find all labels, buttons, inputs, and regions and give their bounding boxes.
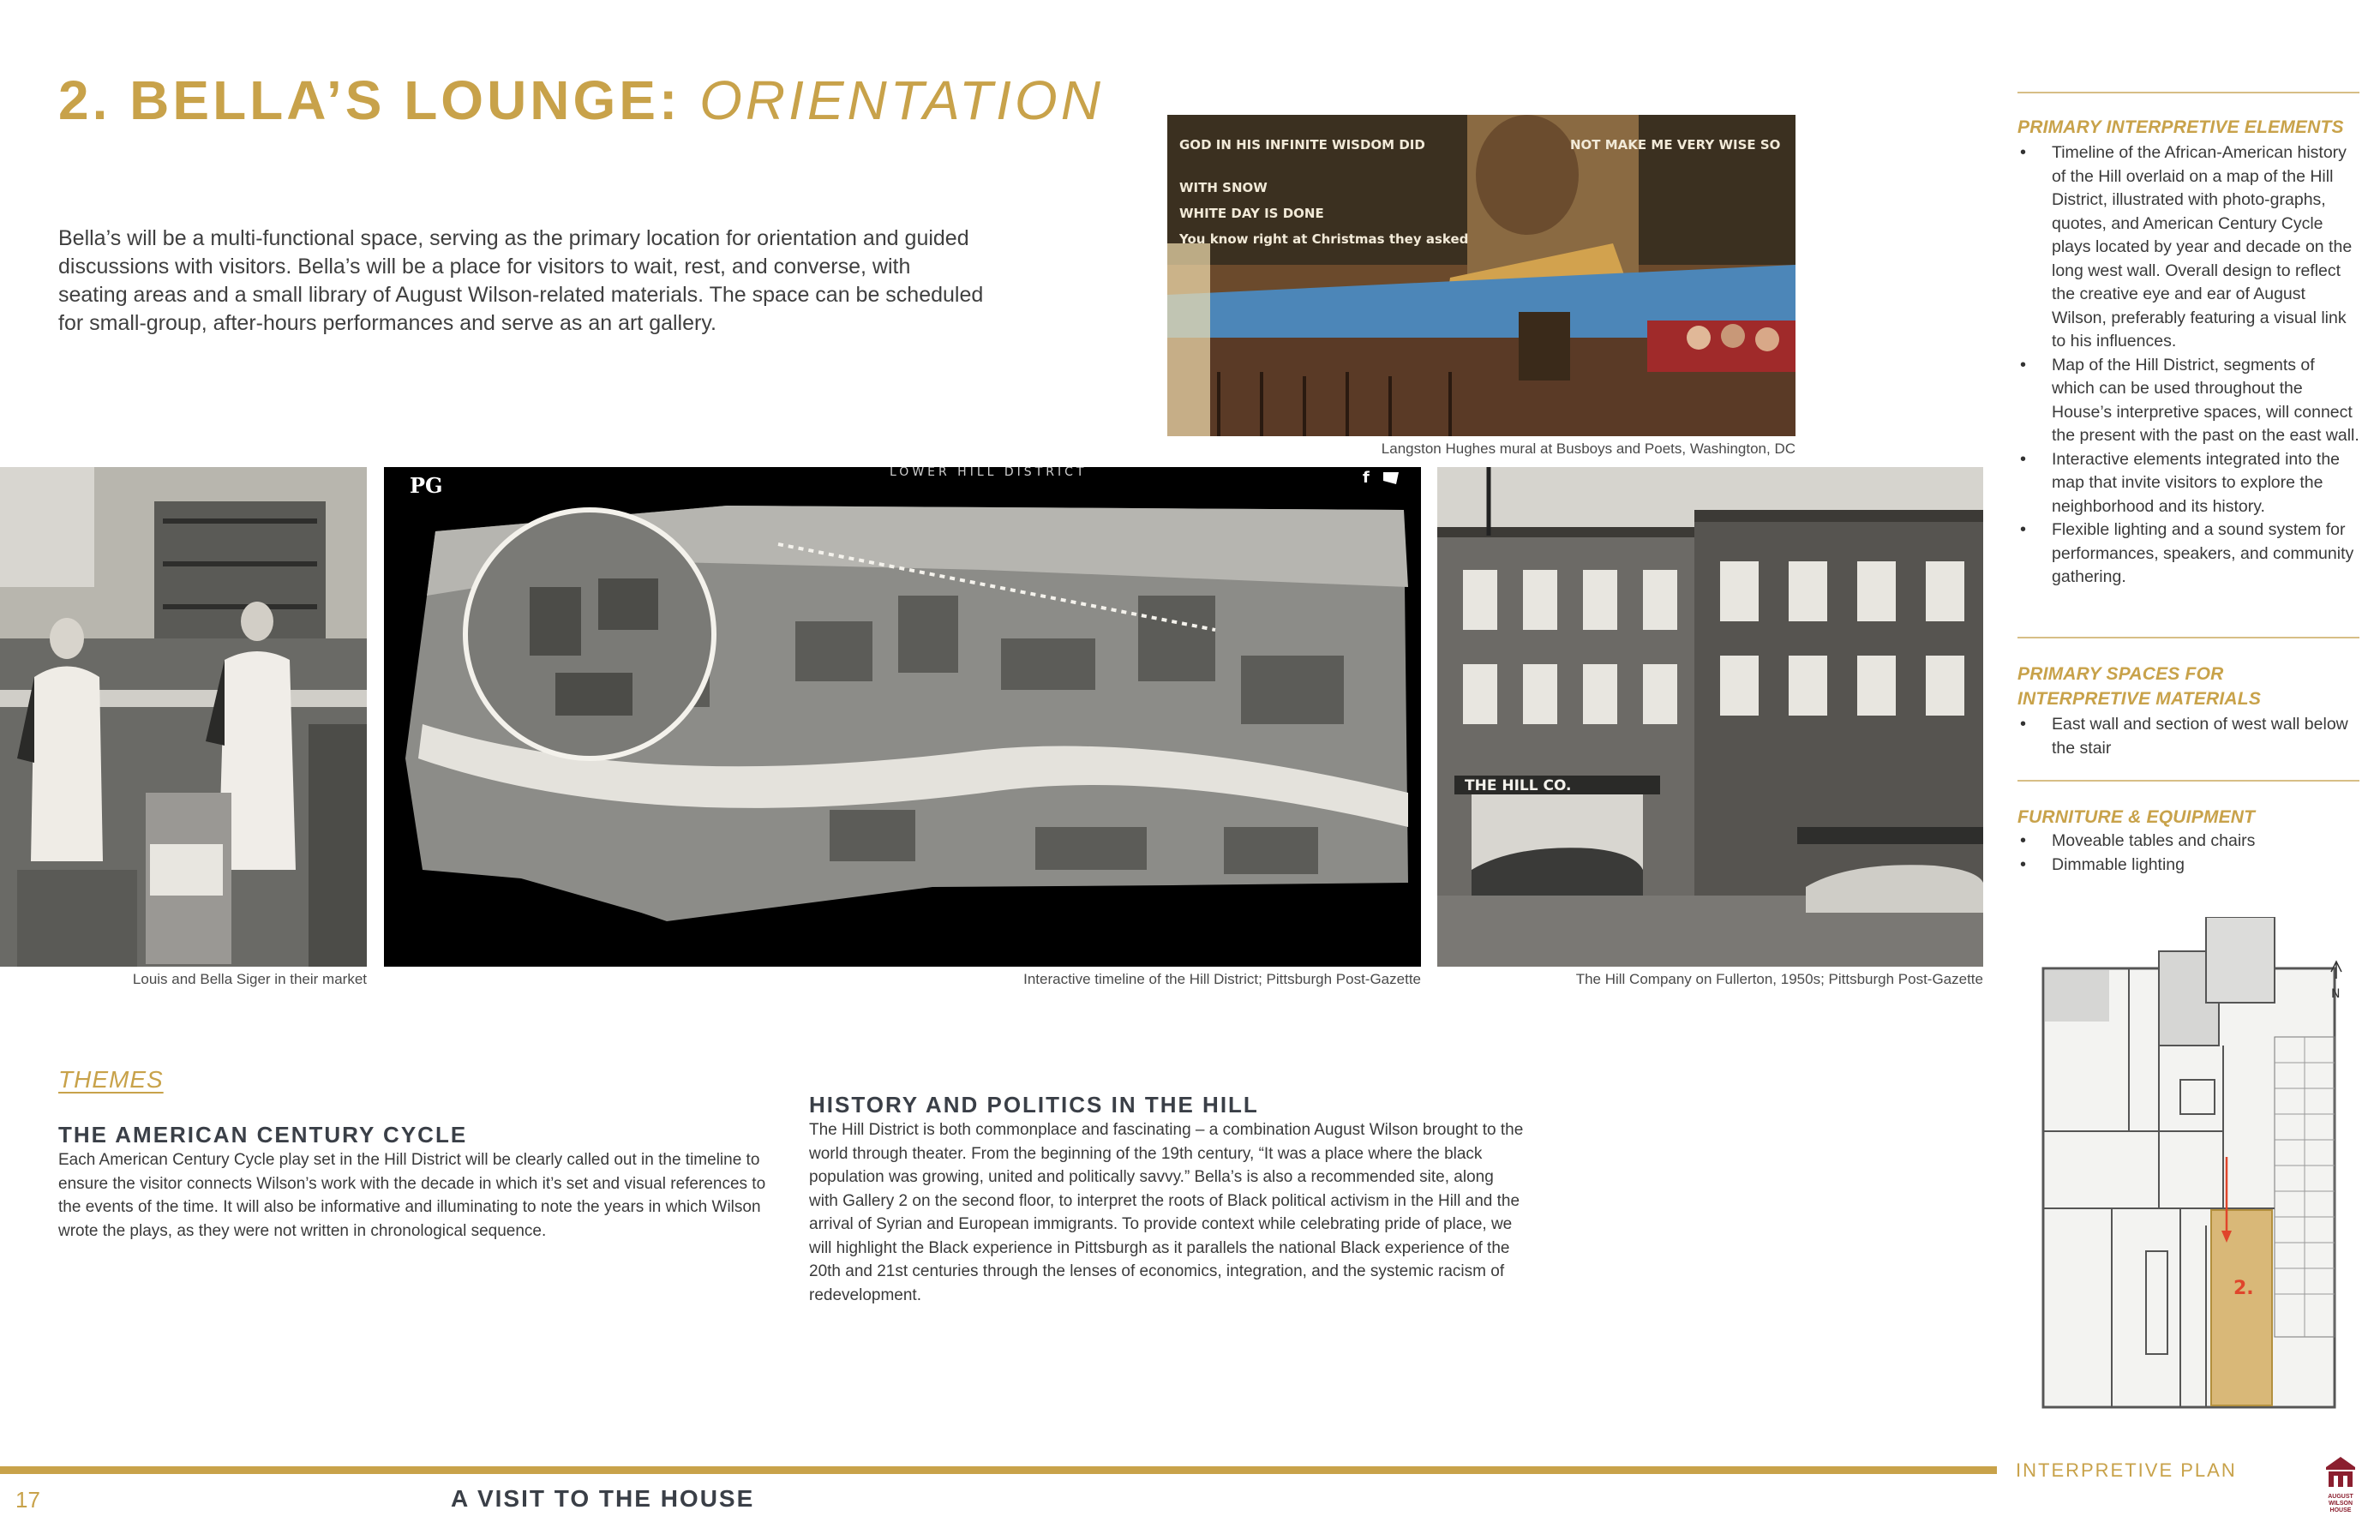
sidebar-rule-2	[2017, 637, 2359, 638]
list-item: • Timeline of the African-American history of the Hill overlaid on a map of the Hill District, illustrated with photo-graphs, quotes, and American Century Cycle plays located by year and decade on the long west wall. Overall design to reflect the creative eye and ear of August Wilson, preferably featuring a visual link to his influences.	[2017, 141, 2360, 354]
august-wilson-house-logo	[2324, 1455, 2357, 1515]
logo-line-2: WILSON	[2329, 1501, 2353, 1507]
sidebar-rule-3	[2017, 780, 2359, 782]
furniture-heading: FURNITURE & EQUIPMENT	[2017, 807, 2256, 827]
room-label: 2.	[2233, 1278, 2254, 1299]
svg-text:f: f	[1363, 469, 1370, 487]
north-label: N	[2331, 987, 2341, 1001]
market-caption: Louis and Bella Siger in their market	[132, 971, 367, 987]
mural-text-2: WITH SNOW	[1179, 180, 1268, 195]
mural-caption: Langston Hughes mural at Busboys and Poets, Washington, DC	[1381, 440, 1795, 457]
primary-spaces-list	[2017, 713, 2360, 760]
american-century-body: Each American Century Cycle play set in the Hill District will be clearly called out in the timeline to ensure the visitor connects Wilson’s work with the decade in which it’s set and visual references to the events of the time. It will also be informative and illuminating to note the years in which Wilson wrote the plays, as they were not written in chronological sequence.	[58, 1151, 766, 1240]
footer-title: A VISIT TO THE HOUSE	[451, 1485, 755, 1512]
themes-heading: THEMES	[58, 1066, 164, 1093]
list-item: • Map of the Hill District, segments of which can be used throughout the House’s interpretive spaces, will connect the present with the past on the east wall.	[2017, 354, 2360, 448]
logo-line-1: AUGUST	[2328, 1494, 2353, 1500]
timeline-caption: Interactive timeline of the Hill District; Pittsburgh Post-Gazette	[1023, 971, 1421, 987]
bellas-lounge-highlight	[2211, 1210, 2272, 1405]
hillco-caption: The Hill Company on Fullerton, 1950s; Pittsburgh Post-Gazette	[1575, 971, 1983, 987]
footer-bar	[0, 1466, 1997, 1474]
list-item: • Interactive elements integrated into the map that invite visitors to explore the neighborhood and its history.	[2017, 448, 2360, 519]
intro-paragraph: Bella’s will be a multi-functional space, serving as the primary location for orientation and guided discussions with visitors. Bella’s will be a place for visitors to wait, rest, and converse, with seating areas and a small library of August Wilson-related materials. The space can be scheduled for small-group, after-hours performances and serve as an art gallery.	[58, 226, 984, 335]
logo-line-3: HOUSE	[2329, 1507, 2352, 1513]
page-title-sub: ORIENTATION	[699, 69, 1104, 131]
primary-elements-heading: PRIMARY INTERPRETIVE ELEMENTS	[2017, 117, 2344, 137]
page-title-main: 2. BELLA’S LOUNGE:	[58, 69, 681, 131]
footer-section: INTERPRETIVE PLAN	[2016, 1459, 2237, 1481]
hillco-sign: THE HILL CO.	[1465, 777, 1572, 794]
furniture-list	[2017, 830, 2360, 877]
floor-plan	[2017, 917, 2360, 1418]
american-century-title: THE AMERICAN CENTURY CYCLE	[58, 1122, 468, 1148]
list-item: • Dimmable lighting	[2017, 854, 2360, 878]
history-title: HISTORY AND POLITICS IN THE HILL	[809, 1092, 1259, 1118]
mural-text-1: GOD IN HIS INFINITE WISDOM DID	[1179, 137, 1425, 153]
list-item: • East wall and section of west wall below the stair	[2017, 713, 2360, 760]
timeline-photo[interactable]	[384, 467, 1421, 967]
sidebar-rule-1	[2017, 92, 2359, 93]
list-item: • Moveable tables and chairs	[2017, 830, 2360, 854]
primary-elements-list	[2017, 141, 2360, 590]
page-number: 17	[15, 1487, 40, 1513]
svg-text:PG: PG	[410, 473, 443, 498]
page-title	[58, 69, 1104, 132]
timeline-header: LOWER HILL DISTRICT	[890, 467, 1088, 479]
list-item: • Flexible lighting and a sound system for performances, speakers, and community gathering.	[2017, 518, 2360, 590]
hillco-photo	[1437, 467, 1983, 967]
mural-text-5: You know right at Christmas they asked	[1179, 231, 1469, 247]
mural-text-4: NOT MAKE ME VERY WISE SO	[1570, 137, 1781, 153]
mural-photo	[1167, 115, 1795, 436]
primary-spaces-heading: PRIMARY SPACES FOR INTERPRETIVE MATERIALS	[2017, 664, 2262, 709]
market-photo	[0, 467, 367, 967]
mural-text-3: WHITE DAY IS DONE	[1179, 206, 1324, 221]
history-body: The Hill District is both commonplace and fascinating – a combination August Wilson brought to the world through theater. From the beginning of the 19th century, “It was a place where the black population was growing, united and politically savvy.” Bella’s is also a recommended site, along with Gallery 2 on the second floor, to interpret the roots of Black political activism in the Hill and the arrival of Syrian and European immigrants. To provide context while celebrating pride of place, we will highlight the Black experience in Pittsburgh as it parallels the national Black experience of the 20th and 21st centuries through the lenses of economics, integration, and the systemic racism of redevelopment.	[809, 1121, 1524, 1304]
